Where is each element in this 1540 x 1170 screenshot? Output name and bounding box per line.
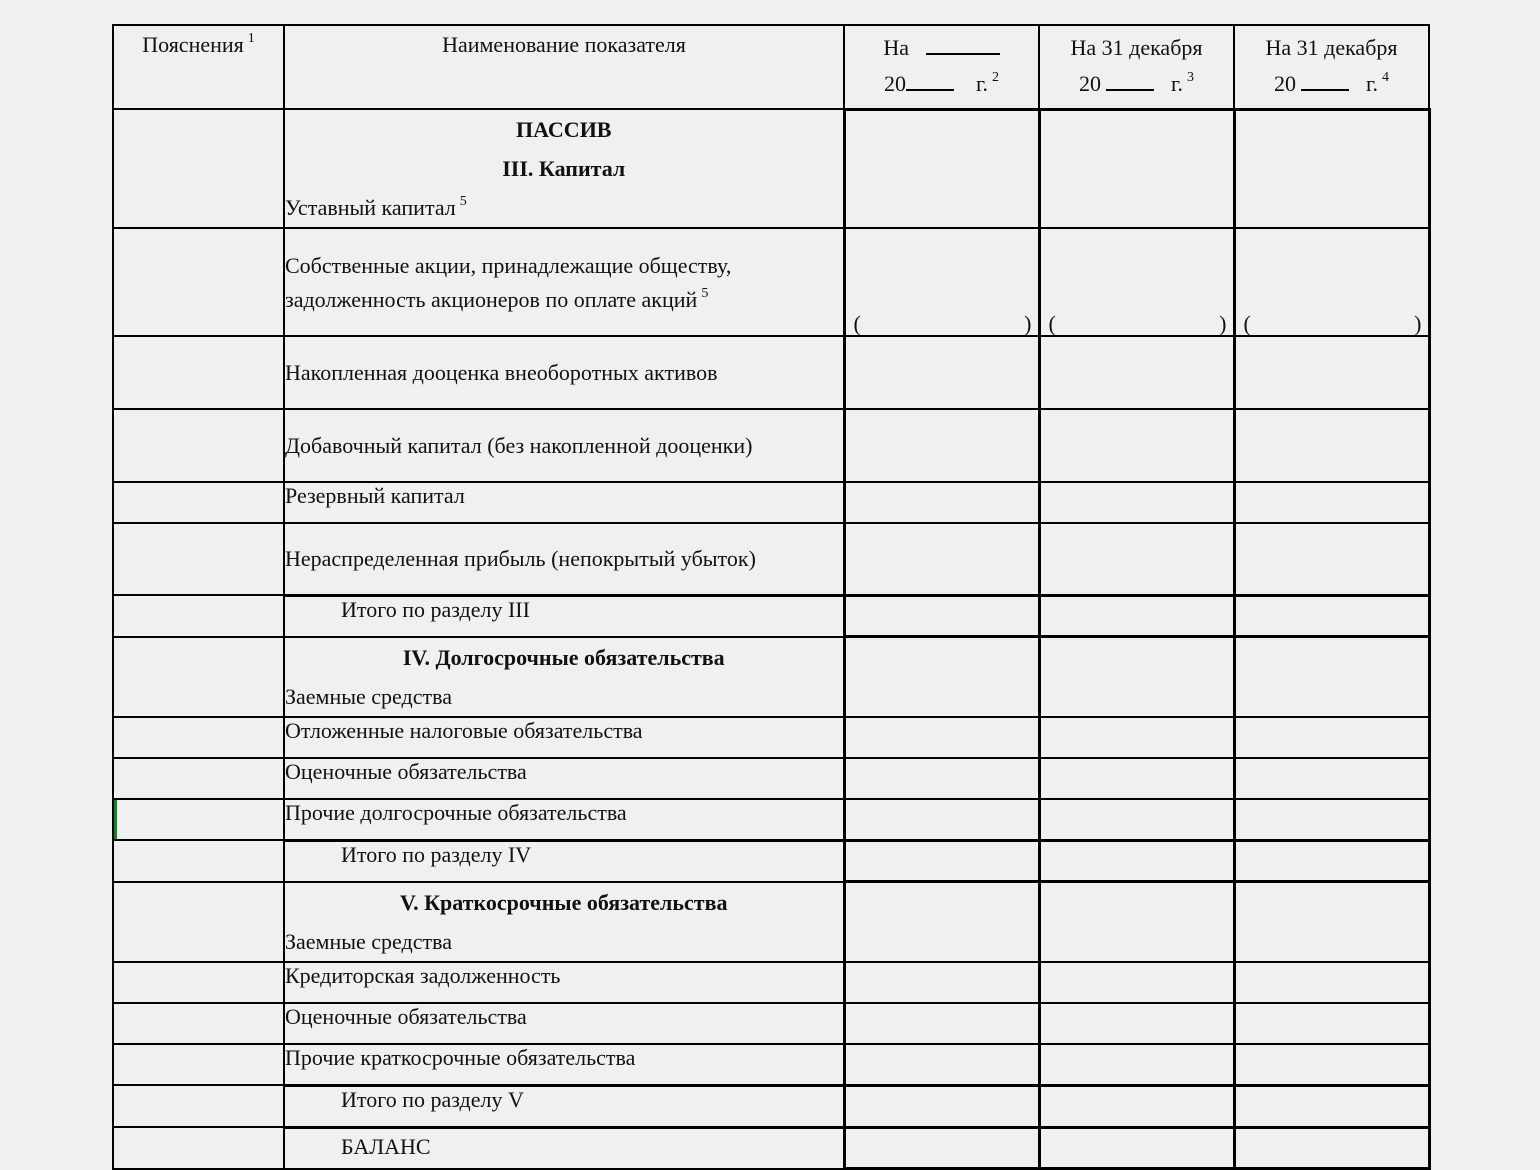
blank-year-field[interactable] bbox=[906, 75, 954, 91]
explanation-cell[interactable] bbox=[113, 717, 284, 758]
balance-label: БАЛАНС bbox=[341, 1133, 431, 1159]
row-deferred-tax bbox=[113, 717, 1429, 758]
explanation-cell[interactable] bbox=[113, 637, 284, 717]
value-cell[interactable] bbox=[1234, 882, 1429, 962]
explanation-cell[interactable] bbox=[113, 962, 284, 1003]
value-cell[interactable] bbox=[1234, 409, 1429, 482]
indicator-cell bbox=[284, 336, 844, 409]
value-cell[interactable] bbox=[1039, 637, 1234, 717]
value-cell[interactable] bbox=[1039, 1127, 1234, 1169]
st-other-label: Прочие краткосрочные обязательства bbox=[285, 1044, 636, 1070]
value-cell[interactable] bbox=[1234, 637, 1429, 717]
row-lt-other bbox=[113, 799, 1429, 841]
total-section-4-label: Итого по разделу IV bbox=[341, 841, 532, 867]
value-cell[interactable]: ( ) bbox=[844, 228, 1039, 336]
value-cell[interactable] bbox=[1039, 1044, 1234, 1086]
value-cell[interactable] bbox=[1234, 109, 1429, 228]
additional-capital-label: Добавочный капитал (без накопленной дооценки) bbox=[285, 432, 753, 458]
value-cell[interactable] bbox=[844, 1085, 1039, 1127]
value-cell[interactable] bbox=[844, 637, 1039, 717]
total-section-3-label: Итого по разделу III bbox=[341, 596, 530, 622]
value-cell[interactable] bbox=[1039, 409, 1234, 482]
row-st-borrowings bbox=[113, 882, 1429, 962]
explanation-cell[interactable] bbox=[113, 1044, 284, 1086]
blank-date-field[interactable] bbox=[926, 39, 1000, 55]
value-cell[interactable] bbox=[844, 523, 1039, 595]
explanation-cell[interactable] bbox=[113, 1127, 284, 1169]
value-cell[interactable] bbox=[1234, 717, 1429, 758]
value-cell[interactable] bbox=[844, 409, 1039, 482]
liabilities-table bbox=[112, 24, 1431, 1170]
row-lt-borrowings bbox=[113, 637, 1429, 717]
explanations-header: Пояснения $^1$ bbox=[113, 25, 284, 109]
value-cell[interactable] bbox=[844, 962, 1039, 1003]
row-payables bbox=[113, 962, 1429, 1003]
indicator-cell bbox=[284, 882, 844, 962]
value-cell[interactable] bbox=[1039, 482, 1234, 523]
indicator-cell bbox=[284, 1085, 844, 1127]
payables-label: Кредиторская задолженность bbox=[285, 962, 561, 988]
blank-year-field[interactable] bbox=[1106, 75, 1154, 91]
date-header-1: На 20 г. $^2$ bbox=[844, 25, 1039, 109]
row-total-section-3 bbox=[113, 595, 1429, 637]
passive-title: ПАССИВ bbox=[516, 117, 612, 142]
row-charter-capital bbox=[113, 109, 1429, 228]
blank-year-field[interactable] bbox=[1301, 75, 1349, 91]
value-cell[interactable] bbox=[1234, 962, 1429, 1003]
value-cell[interactable] bbox=[1234, 523, 1429, 595]
indicator-cell: Собственные акции, принадлежащие обществу, задолженность акционеров по оплате акций $^5$ bbox=[284, 228, 844, 336]
value-cell[interactable] bbox=[1039, 840, 1234, 882]
value-cell[interactable] bbox=[844, 717, 1039, 758]
value-cell[interactable] bbox=[1234, 799, 1429, 841]
row-reserve-capital bbox=[113, 482, 1429, 523]
value-cell[interactable] bbox=[1234, 1044, 1429, 1086]
value-cell[interactable] bbox=[1234, 595, 1429, 637]
explanation-cell[interactable] bbox=[113, 799, 284, 841]
explanation-cell[interactable] bbox=[113, 840, 284, 882]
lt-other-label: Прочие долгосрочные обязательства bbox=[285, 799, 627, 825]
cell-cursor-mark bbox=[114, 800, 117, 840]
indicator-cell bbox=[284, 1044, 844, 1086]
value-cell[interactable] bbox=[844, 882, 1039, 962]
deferred-tax-label: Отложенные налоговые обязательства bbox=[285, 717, 643, 743]
row-revaluation bbox=[113, 336, 1429, 409]
revaluation-label: Накопленная дооценка внеоборотных активов bbox=[285, 359, 718, 385]
row-balance bbox=[113, 1127, 1429, 1169]
indicator-cell bbox=[284, 595, 844, 637]
explanation-cell[interactable] bbox=[113, 882, 284, 962]
lt-borrowings-label: Заемные средства bbox=[285, 683, 452, 709]
indicator-cell bbox=[284, 1127, 844, 1169]
value-cell[interactable] bbox=[844, 1003, 1039, 1044]
value-cell[interactable] bbox=[844, 799, 1039, 841]
indicator-cell bbox=[284, 1003, 844, 1044]
value-cell[interactable] bbox=[1039, 758, 1234, 799]
explanation-cell[interactable] bbox=[113, 228, 284, 336]
value-cell[interactable] bbox=[1234, 840, 1429, 882]
header-row bbox=[113, 25, 1429, 109]
value-cell[interactable] bbox=[844, 595, 1039, 637]
value-cell[interactable] bbox=[1039, 595, 1234, 637]
indicator-cell bbox=[284, 758, 844, 799]
explanation-cell[interactable] bbox=[113, 758, 284, 799]
value-cell[interactable] bbox=[1234, 482, 1429, 523]
value-cell[interactable] bbox=[844, 840, 1039, 882]
row-additional-capital bbox=[113, 409, 1429, 482]
row-st-estimated bbox=[113, 1003, 1429, 1044]
row-total-section-4 bbox=[113, 840, 1429, 882]
date-header-3: На 31 декабря 20 г. $^4$ bbox=[1234, 25, 1429, 109]
row-total-section-5 bbox=[113, 1085, 1429, 1127]
value-cell[interactable] bbox=[844, 758, 1039, 799]
value-cell[interactable] bbox=[1234, 1127, 1429, 1169]
value-cell[interactable] bbox=[1039, 799, 1234, 841]
value-cell[interactable] bbox=[844, 336, 1039, 409]
value-cell[interactable] bbox=[1234, 758, 1429, 799]
value-cell[interactable] bbox=[1234, 1085, 1429, 1127]
indicator-cell bbox=[284, 523, 844, 595]
charter-capital-label: Уставный капитал bbox=[285, 195, 456, 220]
value-cell[interactable]: ( ) bbox=[1234, 228, 1429, 336]
own-shares-label-2: задолженность акционеров по оплате акций bbox=[285, 287, 698, 312]
value-cell[interactable] bbox=[1039, 717, 1234, 758]
explanation-cell[interactable] bbox=[113, 482, 284, 523]
value-cell[interactable] bbox=[844, 109, 1039, 228]
indicator-header: Наименование показателя bbox=[284, 25, 844, 109]
value-cell[interactable] bbox=[1039, 962, 1234, 1003]
explanation-cell[interactable] bbox=[113, 595, 284, 637]
section-5-title: V. Краткосрочные обязательства bbox=[400, 889, 728, 915]
balance-sheet-form bbox=[112, 24, 1431, 1170]
value-cell[interactable] bbox=[844, 1127, 1039, 1169]
value-cell[interactable] bbox=[844, 482, 1039, 523]
indicator-cell: ПАССИВ III. Капитал Уставный капитал $^5$ bbox=[284, 109, 844, 228]
indicator-cell bbox=[284, 962, 844, 1003]
total-section-5-label: Итого по разделу V bbox=[341, 1086, 524, 1112]
lt-estimated-label: Оценочные обязательства bbox=[285, 758, 527, 784]
reserve-capital-label: Резервный капитал bbox=[285, 483, 465, 508]
explanation-cell[interactable] bbox=[113, 1085, 284, 1127]
explanation-cell[interactable] bbox=[113, 1003, 284, 1044]
section-4-title: IV. Долгосрочные обязательства bbox=[402, 644, 725, 670]
indicator-cell bbox=[284, 840, 844, 882]
row-st-other bbox=[113, 1044, 1429, 1086]
row-lt-estimated bbox=[113, 758, 1429, 799]
value-cell[interactable] bbox=[1039, 109, 1234, 228]
value-cell[interactable] bbox=[1039, 523, 1234, 595]
indicator-cell bbox=[284, 637, 844, 717]
st-borrowings-label: Заемные средства bbox=[285, 928, 452, 954]
explanation-cell[interactable] bbox=[113, 336, 284, 409]
indicator-cell bbox=[284, 717, 844, 758]
date-header-2: На 31 декабря 20 г. $^3$ bbox=[1039, 25, 1234, 109]
explanation-cell[interactable] bbox=[113, 523, 284, 595]
value-cell[interactable]: ( ) bbox=[1039, 228, 1234, 336]
value-cell[interactable] bbox=[1039, 1003, 1234, 1044]
explanation-cell[interactable] bbox=[113, 409, 284, 482]
value-cell[interactable] bbox=[1039, 882, 1234, 962]
indicator-cell bbox=[284, 482, 844, 523]
explanation-cell[interactable] bbox=[113, 109, 284, 228]
row-own-shares bbox=[113, 228, 1429, 336]
value-cell[interactable] bbox=[1234, 336, 1429, 409]
value-cell[interactable] bbox=[844, 1044, 1039, 1086]
row-retained-earnings bbox=[113, 523, 1429, 595]
indicator-cell bbox=[284, 409, 844, 482]
value-cell[interactable] bbox=[1039, 336, 1234, 409]
retained-earnings-label: Нераспределенная прибыль (непокрытый убыток) bbox=[285, 545, 756, 571]
own-shares-label: Собственные акции, принадлежащие обществу, bbox=[285, 253, 732, 278]
indicator-cell bbox=[284, 799, 844, 841]
section-3-title: III. Капитал bbox=[502, 156, 626, 181]
value-cell[interactable] bbox=[1039, 1085, 1234, 1127]
st-estimated-label: Оценочные обязательства bbox=[285, 1003, 527, 1029]
value-cell[interactable] bbox=[1234, 1003, 1429, 1044]
